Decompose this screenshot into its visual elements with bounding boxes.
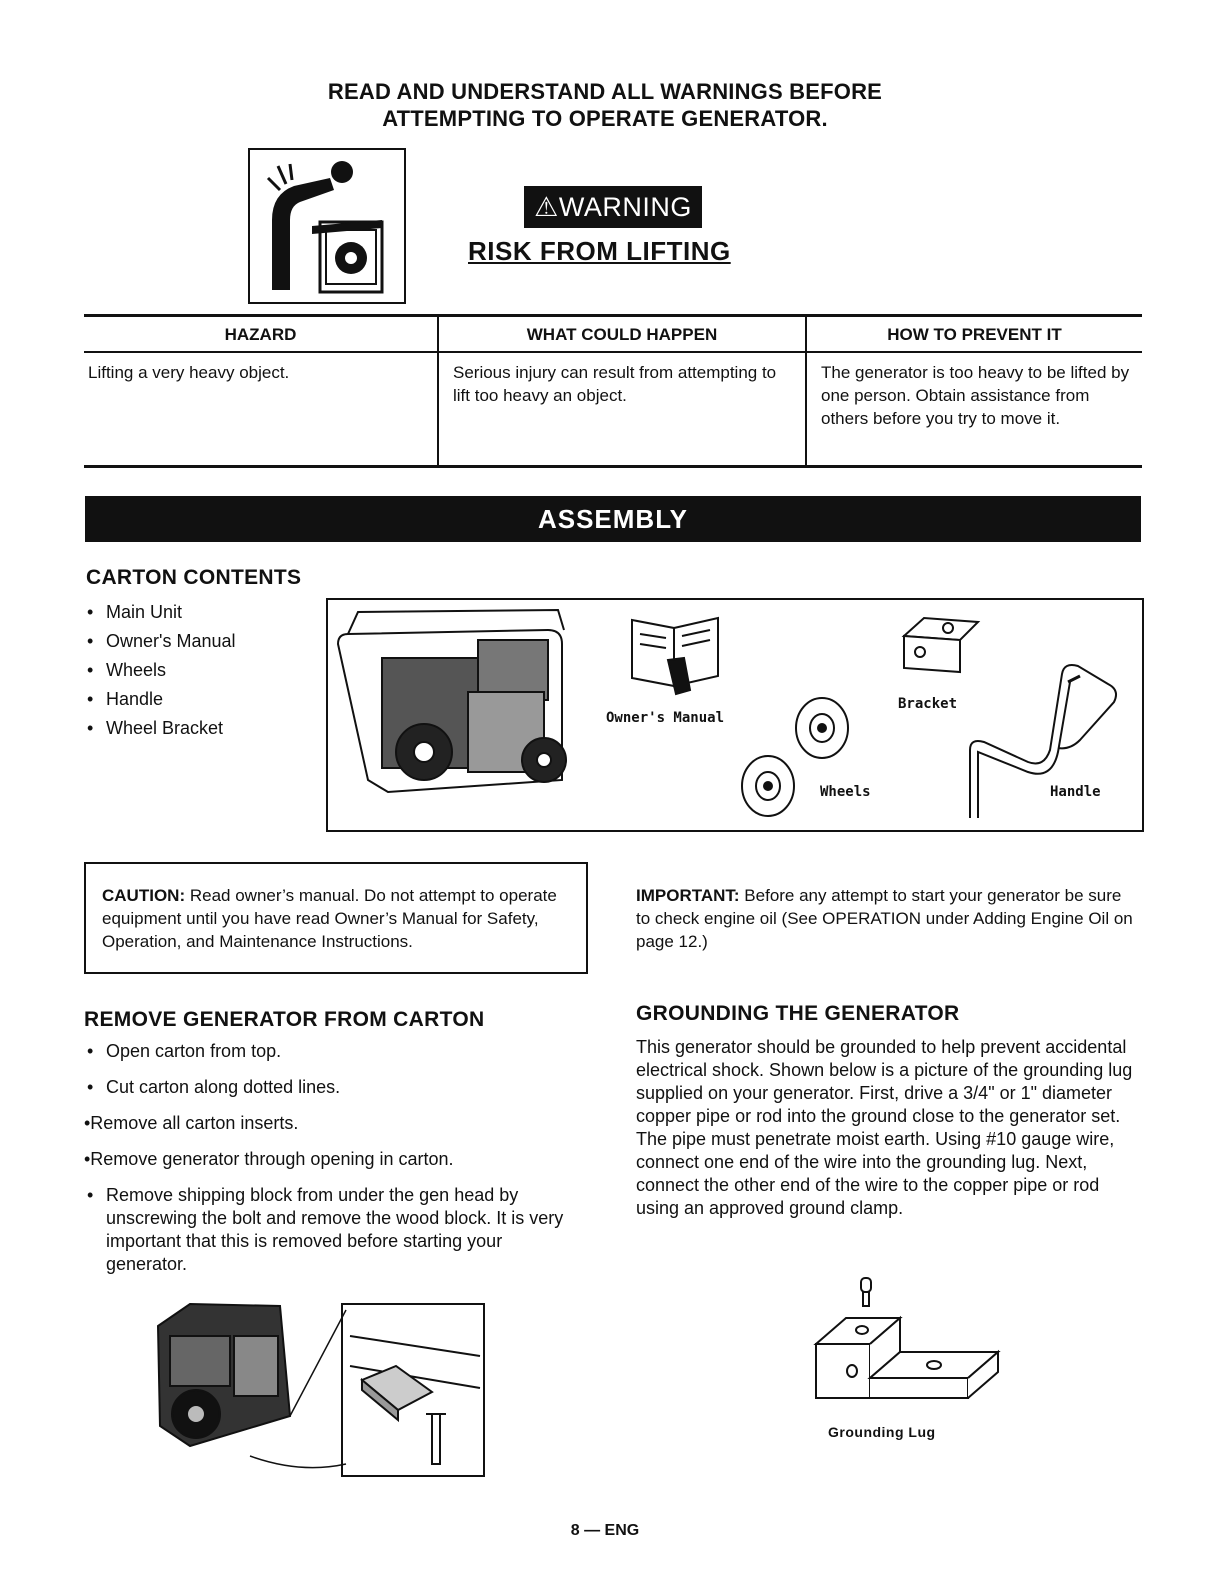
owners-manual-icon <box>632 618 718 694</box>
heading-line-2: ATTEMPTING TO OPERATE GENERATOR. <box>382 106 828 131</box>
table-row <box>84 352 1142 467</box>
carton-contents-title: CARTON CONTENTS <box>86 566 302 589</box>
caution-text-block <box>102 884 572 953</box>
grounding-text: This generator should be grounded to help prevent accidental electrical shock. Shown below is a picture of the grounding lug supplied on your generator. First, drive a 3/4" or 1" diameter copper pipe or rod into the ground close to the generator set. The pipe must penetrate moist earth. Using #10 gauge wire, connect one end of the wire into the grounding lug. Next, connect the other end of the wire to the copper pipe or rod using an approved ground clamp. <box>636 1037 1133 1218</box>
heading-line-1: READ AND UNDERSTAND ALL WARNINGS BEFORE <box>327 79 883 104</box>
important-text: Before any attempt to start your generator be sure to check engine oil (See OPERATION under Adding Engine Oil on page 12.) <box>636 886 1133 951</box>
list-item: •Remove all carton inserts. <box>84 1113 299 1133</box>
leader-line <box>290 1310 346 1416</box>
wheels-label: Wheels <box>820 784 871 800</box>
grounding-lug-icon <box>812 1272 1002 1422</box>
list-item: • Open carton from top. <box>84 1040 584 1063</box>
list-item: • Handle <box>84 685 236 714</box>
lifting-pictogram <box>248 148 406 304</box>
bracket-icon <box>904 618 978 672</box>
carton-contents-list <box>84 598 236 743</box>
col-how-to-prevent: HOW TO PREVENT IT <box>806 316 1142 353</box>
list-item: • Main Unit <box>84 598 236 627</box>
list-item: • Owner's Manual <box>84 627 236 656</box>
person-lifting-icon <box>250 150 404 302</box>
col-hazard: HAZARD <box>84 316 438 353</box>
prevention-cell: The generator is too heavy to be lifted by one person. Obtain assistance from others before you try to move it. <box>806 352 1142 467</box>
caution-box <box>84 862 588 974</box>
important-note <box>636 884 1136 953</box>
list-item: • Wheels <box>84 656 236 685</box>
list-item: •Remove generator through opening in carton. <box>84 1149 454 1169</box>
list-item: • Remove shipping block from under the gen head by unscrewing the bolt and remove the wood block. It is very important that this is removed before starting your generator. <box>84 1184 584 1276</box>
grounding-title: GROUNDING THE GENERATOR <box>636 1002 960 1025</box>
col-what-could-happen: WHAT COULD HAPPEN <box>438 316 806 353</box>
important-label: IMPORTANT: <box>636 886 740 905</box>
consequence-cell: Serious injury can result from attempting to lift too heavy an object. <box>438 352 806 467</box>
page-heading <box>200 78 1010 132</box>
remove-generator-list <box>84 1040 584 1289</box>
bracket-label: Bracket <box>898 696 958 712</box>
handle-label: Handle <box>1050 784 1101 800</box>
risk-title: RISK FROM LIFTING <box>468 236 731 266</box>
caution-label: CAUTION: <box>102 886 186 905</box>
list-item: • Wheel Bracket <box>84 714 236 743</box>
remove-generator-title: REMOVE GENERATOR FROM CARTON <box>84 1008 485 1031</box>
list-item: • Cut carton along dotted lines. <box>84 1076 584 1099</box>
leader-line <box>250 1456 346 1468</box>
assembly-banner: ASSEMBLY <box>85 496 1141 542</box>
hazard-table-header <box>84 316 1142 353</box>
owners-manual-label: Owner's Manual <box>606 710 725 726</box>
generator-icon <box>158 1304 290 1446</box>
carton-contents-illustration <box>328 600 1142 830</box>
hazard-cell: Lifting a very heavy object. <box>84 352 438 467</box>
page-number: 8 — ENG <box>570 1522 640 1539</box>
shipping-block-illustration <box>150 1296 490 1480</box>
carton-contents-figure <box>326 598 1144 832</box>
warning-badge: ⚠WARNING <box>524 186 702 228</box>
grounding-lug-label: Grounding Lug <box>828 1424 936 1440</box>
caution-text: Read owner’s manual. Do not attempt to operate equipment until you have read Owner’s Manual for Safety, Operation, and Maintenance Instructions. <box>102 886 557 951</box>
hazard-table <box>84 314 1142 468</box>
generator-icon <box>338 610 566 792</box>
